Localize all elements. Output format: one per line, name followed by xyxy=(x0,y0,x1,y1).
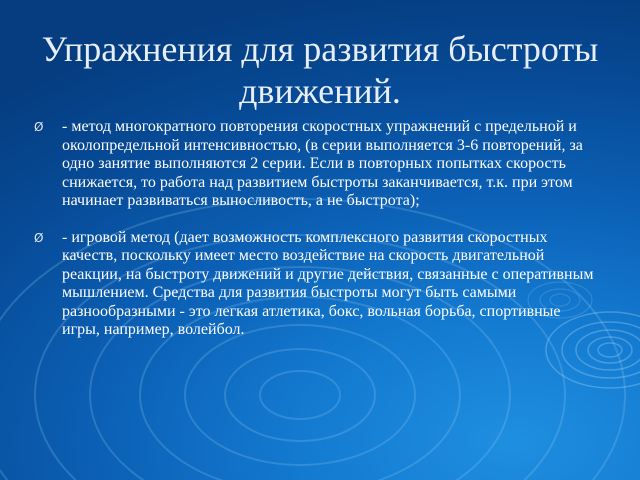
list-item xyxy=(34,118,594,211)
bullet-text: - игровой метод (дает возможность комплексного развития скоростных качеств, поскольку имеет место воздействие на скорость двигательной реакции, на быстроту движений и другие действия, связанные с оперативным мышлением. Средства для развития быстроты могут быть самыми разнообразными - это легкая атлетика, бокс, вольная борьба, спортивные игры, например, волейбол. xyxy=(62,228,594,338)
slide-title: Упражнения для развития быстроты движений. xyxy=(41,29,599,111)
bullet-text: - метод многократного повторения скоростных упражнений с предельной и околопредельной интенсивностью, (в серии выполняется 3-6 повторений, за одно занятие выполняются 2 серии. Если в повторных попытках скорость снижается, то работа над развитием быстроты заканчивается, т.к. при этом начинает развиваться выносливость, а не быстрота); xyxy=(62,118,583,209)
list-item xyxy=(34,229,594,340)
arrow-bullet-icon: Ø xyxy=(34,230,44,245)
bullet-list xyxy=(34,118,594,340)
arrow-bullet-icon: Ø xyxy=(34,120,44,134)
